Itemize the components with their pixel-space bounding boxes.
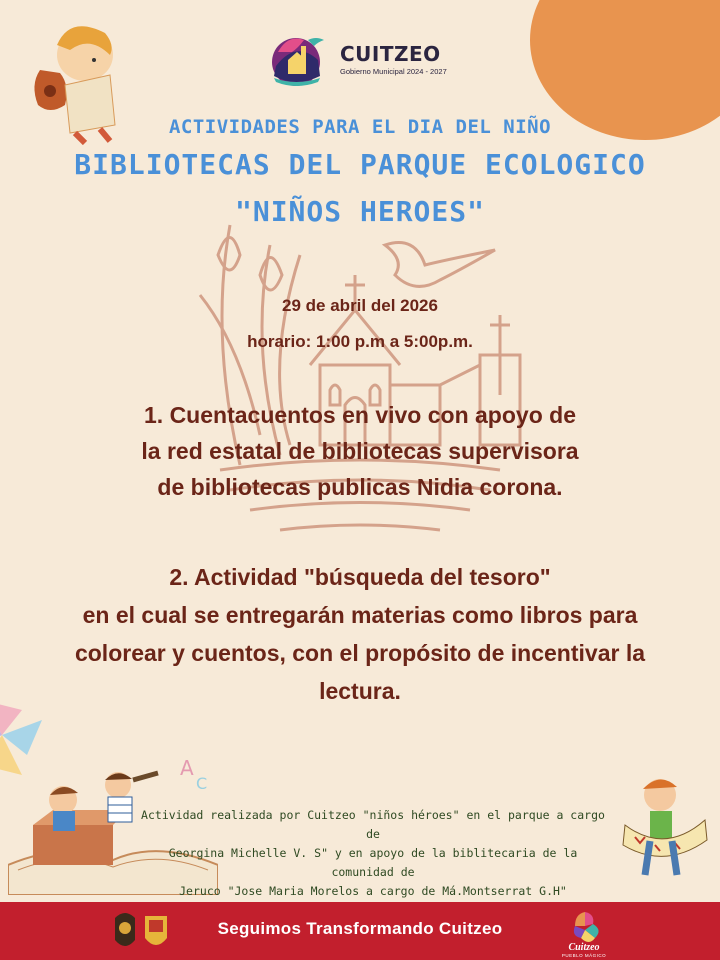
activity-1 xyxy=(60,397,660,505)
activity-2-line: colorear y cuentos, con el propósito de incentivar la xyxy=(74,640,646,666)
title-line-2: BIBLIOTECAS DEL PARQUE ECOLOGICO xyxy=(74,148,646,181)
title-line-3: "NIÑOS HEROES" xyxy=(234,195,485,228)
activity-2 xyxy=(40,558,680,710)
credits-line: Jeruco "Jose Maria Morelos a cargo de Má.Montserrat G.H" xyxy=(179,884,567,898)
activity-2-line: lectura. xyxy=(319,678,401,704)
title-line-1: ACTIVIDADES PARA EL DIA DEL NIÑO xyxy=(168,116,552,138)
credits xyxy=(138,806,608,901)
footer-bar xyxy=(0,902,720,960)
event-date: 29 de abril del 2026 xyxy=(282,296,438,315)
svg-text:A: A xyxy=(180,756,194,780)
brand-name: CUITZEO xyxy=(340,42,441,66)
svg-text:C: C xyxy=(196,774,208,793)
cuitzeo-logo-icon xyxy=(268,30,330,88)
bird-lineart-icon xyxy=(385,243,495,287)
activity-1-line: 1. Cuentacuentos en vivo con apoyo de xyxy=(144,402,576,428)
event-hours: horario: 1:00 p.m a 5:00p.m. xyxy=(247,332,473,351)
activity-2-line: 2. Actividad "búsqueda del tesoro" xyxy=(169,564,551,590)
activity-1-line: la red estatal de bibliotecas supervisora xyxy=(141,438,579,464)
cuitzeo-header-logo xyxy=(268,30,447,88)
activity-2-line: en el cual se entregarán materias como libros para xyxy=(82,602,638,628)
kid-banner-illustration xyxy=(615,765,715,885)
credits-line: Georgina Michelle V. S" y en apoyo de la biblitecaria de la comunidad de xyxy=(168,846,578,879)
footer-logo-name: Cuitzeo xyxy=(568,942,600,953)
activity-1-line: de bibliotecas publicas Nidia corona. xyxy=(157,474,563,500)
footer-slogan: Seguimos Transformando Cuitzeo xyxy=(217,919,503,938)
footer-logo-tag: PUEBLO MÁGICO xyxy=(561,953,607,958)
brand-subtitle: Gobierno Municipal 2024 - 2027 xyxy=(340,67,447,76)
credits-line: Actividad realizada por Cuitzeo "niños héroes" en el parque a cargo de xyxy=(141,808,605,841)
